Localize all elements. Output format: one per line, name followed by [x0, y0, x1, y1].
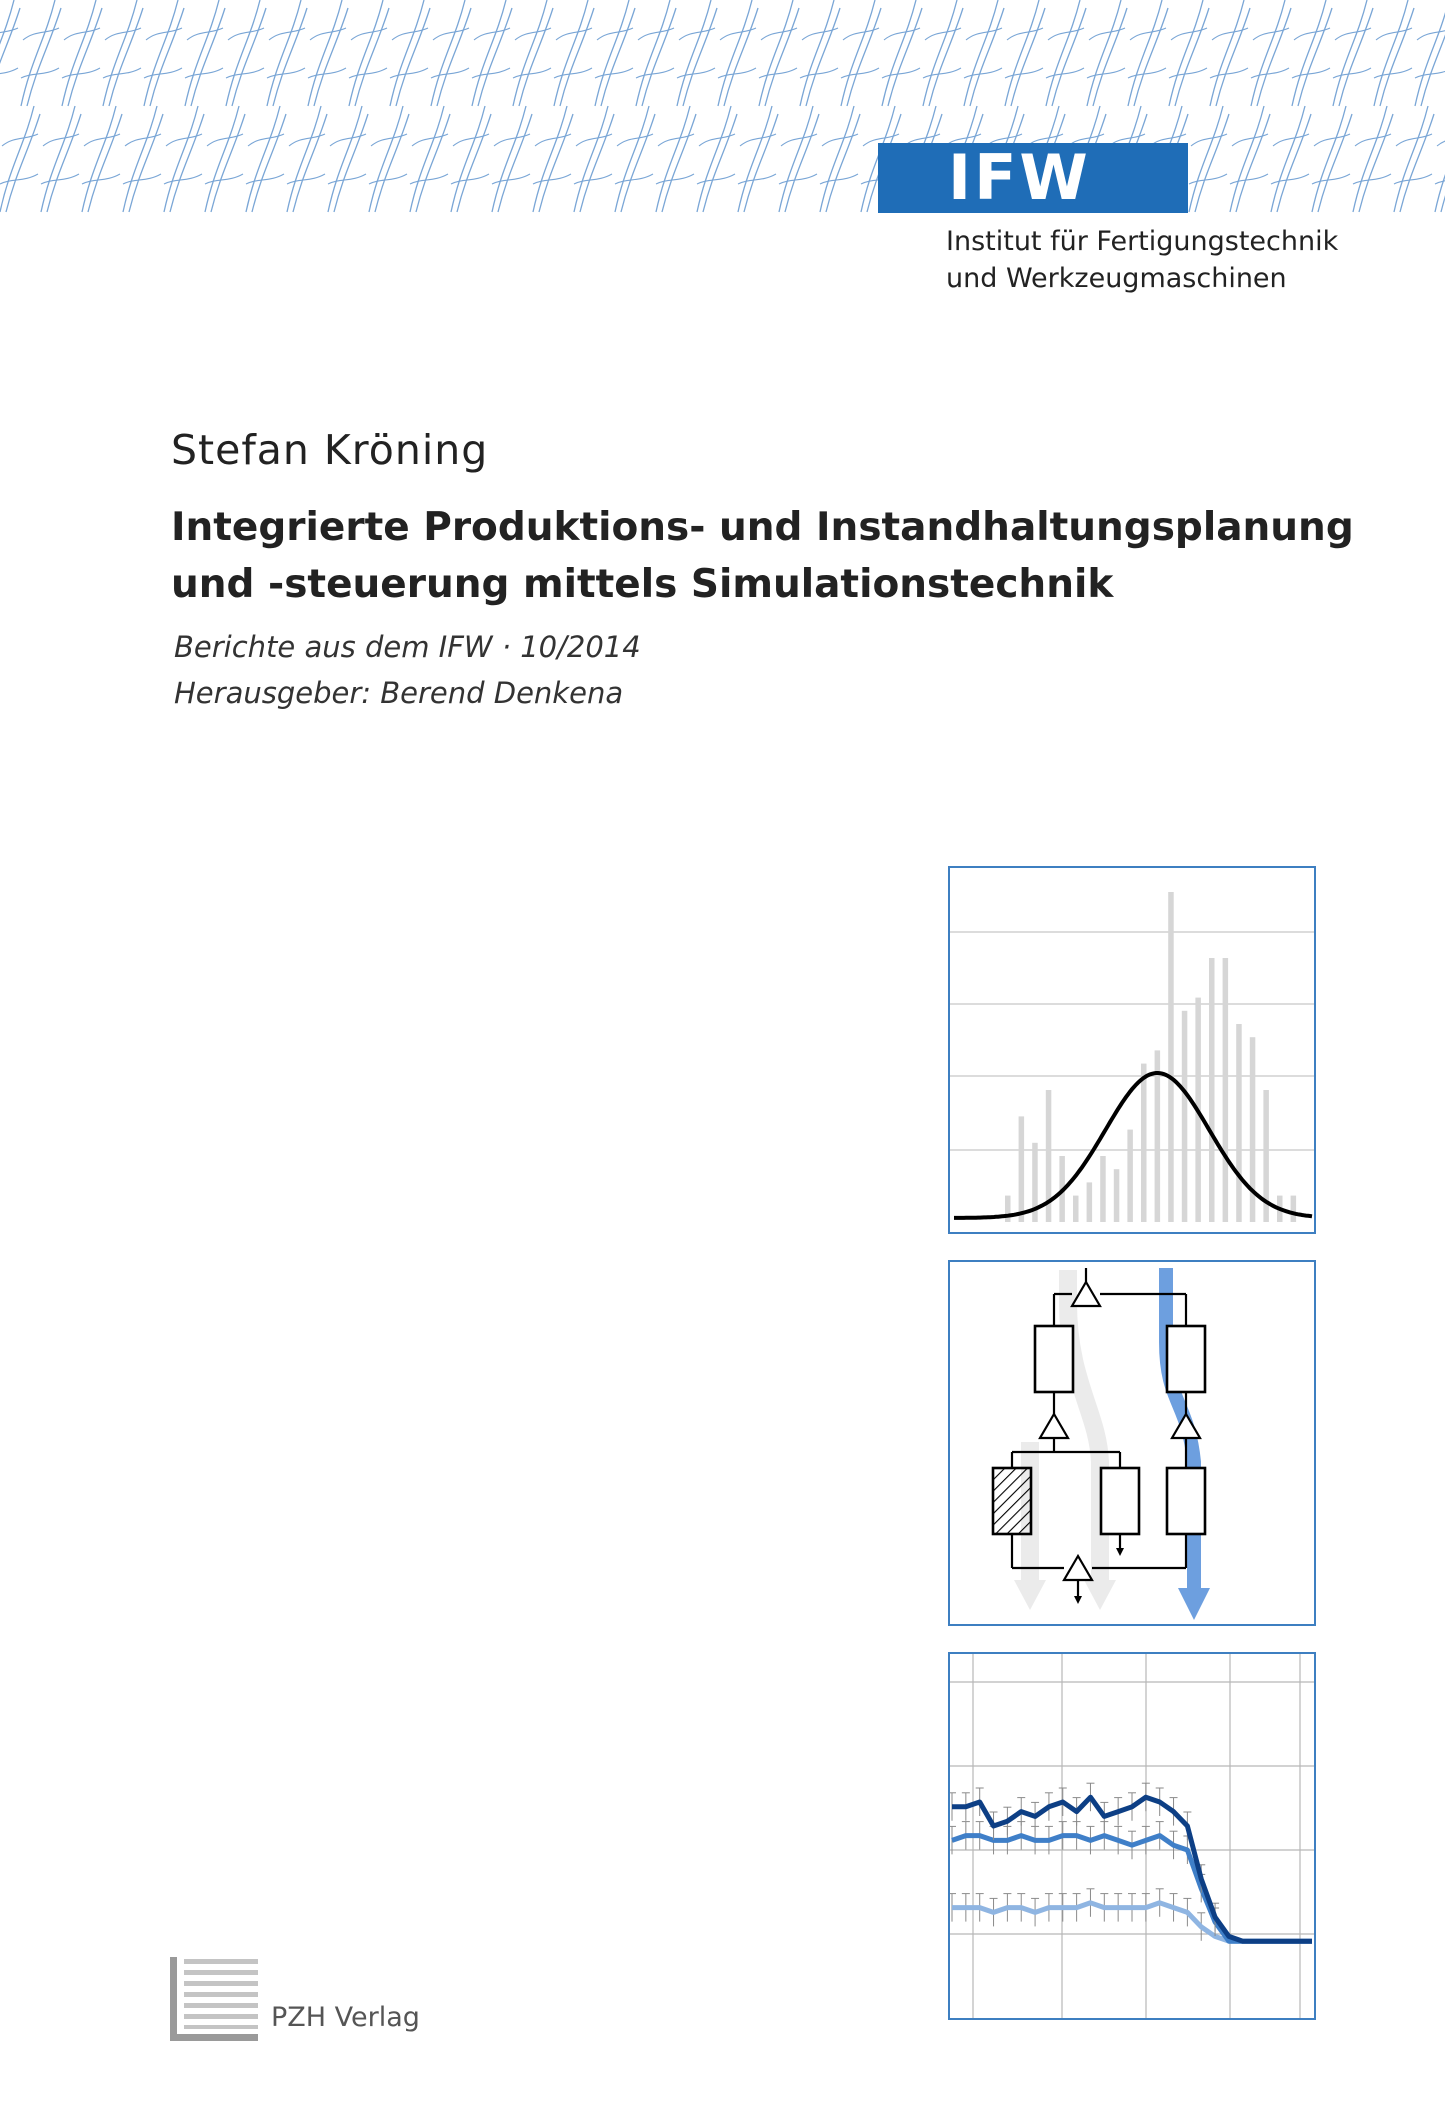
institute-name-line1: Institut für Fertigungstechnik	[946, 226, 1339, 257]
series-info: Berichte aus dem IFW · 10/2014	[174, 630, 641, 664]
pzh-logo-icon	[170, 1957, 260, 2041]
process-flow-graphic	[950, 1262, 1314, 1624]
histogram-graphic	[950, 868, 1314, 1232]
station-box-hatched	[993, 1468, 1031, 1534]
flow-arrowhead	[1116, 1548, 1124, 1556]
flow-light-arrowhead	[1014, 1580, 1046, 1610]
station-box	[1167, 1326, 1205, 1392]
line-chart-graphic	[950, 1654, 1314, 2018]
histogram-bar	[1005, 1196, 1011, 1222]
institute-name-line2: und Werkzeugmaschinen	[946, 263, 1287, 294]
histogram-bar	[1100, 1156, 1106, 1222]
histogram-bar	[1291, 1196, 1297, 1222]
process-flow-illustration	[948, 1260, 1316, 1626]
buffer-triangle	[1172, 1414, 1200, 1438]
author-name: Stefan Kröning	[171, 426, 489, 474]
publisher-name: PZH Verlag	[271, 2002, 420, 2033]
histogram-bar	[1141, 1064, 1147, 1222]
histogram-bar	[1236, 1024, 1242, 1222]
histogram-bar	[1223, 958, 1229, 1222]
station-box	[1101, 1468, 1139, 1534]
histogram-bar	[1168, 892, 1174, 1222]
line-chart-illustration	[948, 1652, 1316, 2020]
series-line-light	[952, 1903, 1312, 1941]
buffer-triangle	[1040, 1414, 1068, 1438]
histogram-bar	[1209, 958, 1215, 1222]
histogram-bar	[1019, 1116, 1025, 1222]
decorative-wave-pattern	[0, 0, 1445, 213]
buffer-triangle	[1064, 1556, 1092, 1580]
book-title-line2: und -steuerung mittels Simulationstechnik	[171, 562, 1114, 607]
flow-light-arrowhead	[1084, 1580, 1116, 1610]
flow-light-left	[1068, 1270, 1100, 1582]
histogram-bar	[1155, 1050, 1161, 1222]
histogram-bar	[1182, 1011, 1188, 1222]
station-box	[1167, 1468, 1205, 1534]
histogram-bar	[1127, 1130, 1133, 1222]
editor-info: Herausgeber: Berend Denkena	[174, 676, 624, 710]
histogram-illustration	[948, 866, 1316, 1234]
ifw-logo-text: IFW	[948, 141, 1091, 214]
book-title-line1: Integrierte Produktions- und Instandhaltungsplanung	[171, 505, 1354, 550]
ifw-logo	[878, 143, 1188, 213]
histogram-bar	[1114, 1169, 1120, 1222]
histogram-bar	[1087, 1182, 1093, 1222]
flow-arrowhead	[1074, 1596, 1082, 1604]
station-box	[1035, 1326, 1073, 1392]
flow-blue-arrowhead	[1178, 1588, 1210, 1620]
histogram-bar	[1073, 1196, 1079, 1222]
